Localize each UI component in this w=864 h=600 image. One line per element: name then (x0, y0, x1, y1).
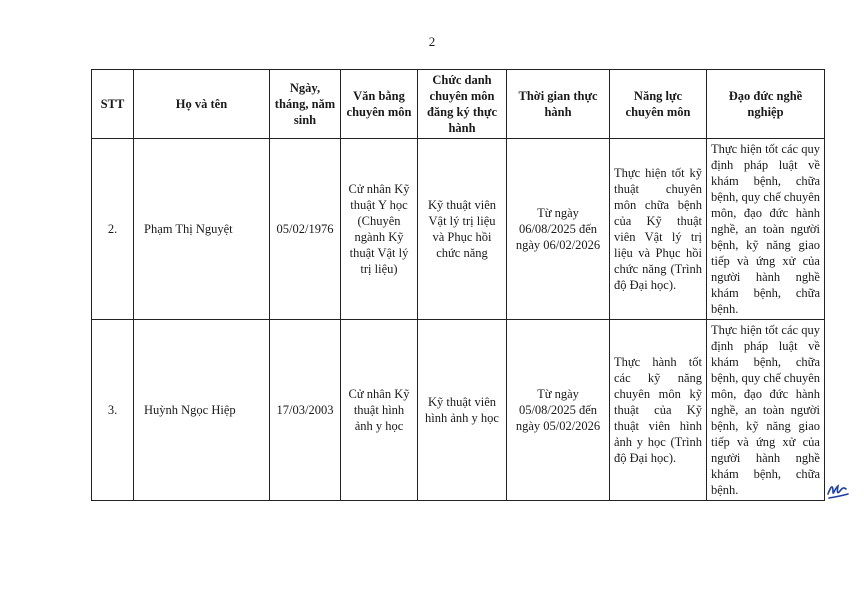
cell-name: Phạm Thị Nguyệt (134, 139, 270, 320)
cell-degree: Cử nhân Kỹ thuật Y học (Chuyên ngành Kỹ thuật Vật lý trị liệu) (341, 139, 418, 320)
cell-dob: 05/02/1976 (270, 139, 341, 320)
cell-title: Kỹ thuật viên Vật lý trị liệu và Phục hồi chức năng (418, 139, 507, 320)
cell-stt: 2. (92, 139, 134, 320)
cell-competence: Thực hiện tốt kỹ thuật chuyên môn chữa bệnh của Kỹ thuật viên Vật lý trị liệu và Phục hồi chức năng (Trình độ Đại học). (610, 139, 707, 320)
handwritten-initials (825, 480, 851, 502)
cell-title: Kỹ thuật viên hình ảnh y học (418, 320, 507, 501)
header-degree: Văn bằng chuyên môn (341, 70, 418, 139)
table-row (92, 320, 825, 501)
cell-name: Huỳnh Ngọc Hiệp (134, 320, 270, 501)
table-header-row (92, 70, 825, 139)
cell-competence: Thực hành tốt các kỹ năng chuyên môn kỹ thuật của Kỹ thuật viên hình ảnh y học (Trình độ Đại học). (610, 320, 707, 501)
practitioner-table (91, 69, 825, 501)
header-name: Họ và tên (134, 70, 270, 139)
cell-period: Từ ngày 06/08/2025 đến ngày 06/02/2026 (507, 139, 610, 320)
header-period: Thời gian thực hành (507, 70, 610, 139)
header-stt: STT (92, 70, 134, 139)
cell-degree: Cử nhân Kỹ thuật hình ảnh y học (341, 320, 418, 501)
cell-dob: 17/03/2003 (270, 320, 341, 501)
cell-period: Từ ngày 05/08/2025 đến ngày 05/02/2026 (507, 320, 610, 501)
cell-stt: 3. (92, 320, 134, 501)
cell-ethics: Thực hiện tốt các quy định pháp luật về khám bệnh, chữa bệnh, quy chế chuyên môn, đạo đức hành nghề, an toàn người bệnh, kỹ năng giao tiếp và ứng xử của người hành nghề khám bệnh, chữa bệnh. (707, 139, 825, 320)
header-title: Chức danh chuyên môn đăng ký thực hành (418, 70, 507, 139)
cell-ethics: Thực hiện tốt các quy định pháp luật về khám bệnh, chữa bệnh, quy chế chuyên môn, đạo đức hành nghề, an toàn người bệnh, kỹ năng giao tiếp và ứng xử của người hành nghề khám bệnh, chữa bệnh. (707, 320, 825, 501)
header-ethics: Đạo đức nghề nghiệp (707, 70, 825, 139)
header-dob: Ngày, tháng, năm sinh (270, 70, 341, 139)
table-row (92, 139, 825, 320)
page-number: 2 (428, 34, 436, 49)
header-competence: Năng lực chuyên môn (610, 70, 707, 139)
